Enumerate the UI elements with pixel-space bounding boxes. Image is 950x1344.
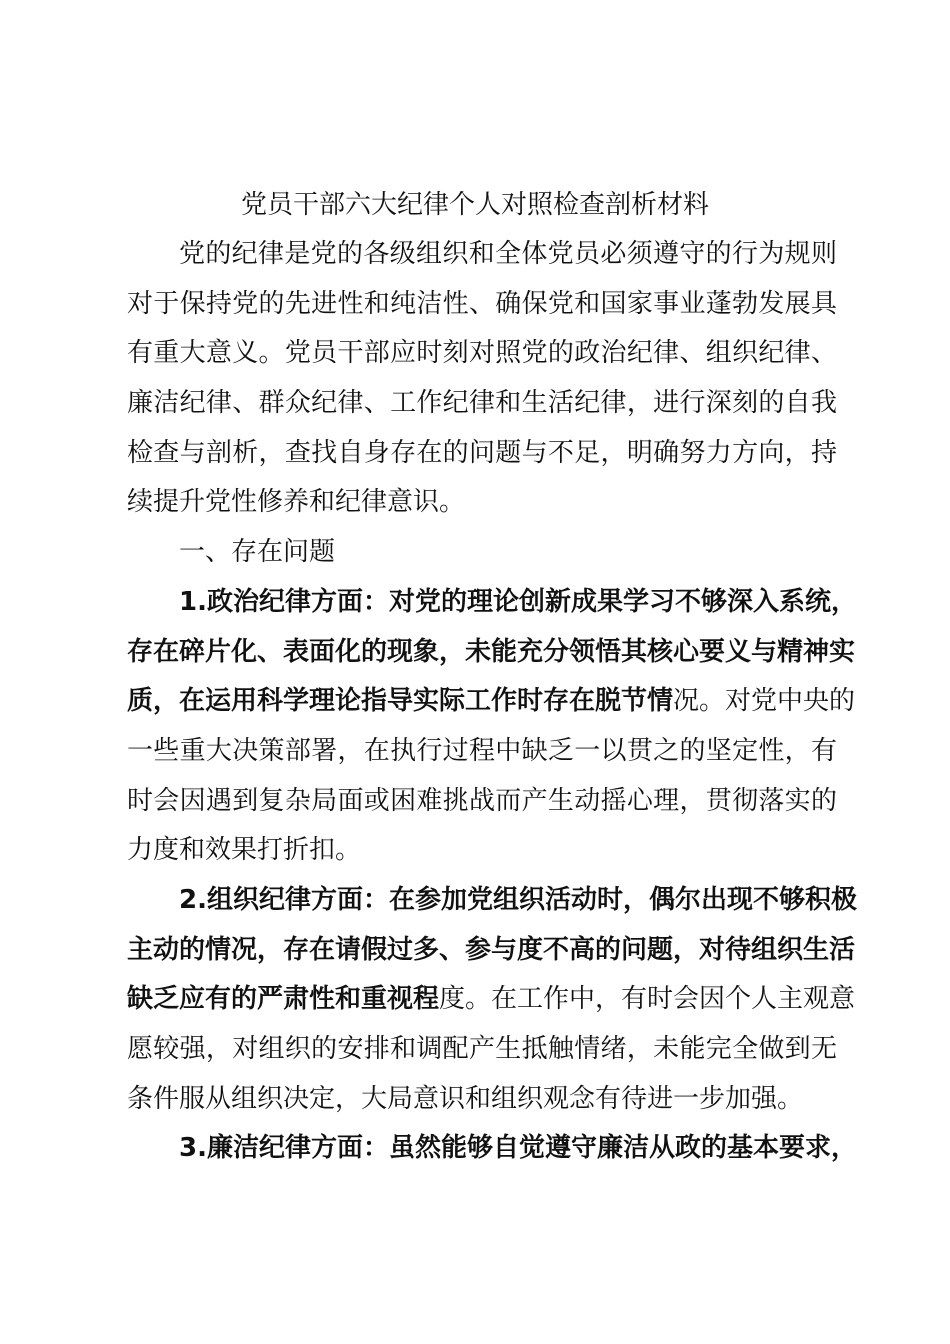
item-organizational-discipline (127, 876, 857, 1124)
text-line: 1.政治纪律方面：对党的理论创新成果学习不够深入系统， (179, 586, 857, 617)
text-line: 一些重大决策部署，在执行过程中缺乏一以贯之的坚定性，有 (127, 735, 837, 766)
text-line: 条件服从组织决定，大局意识和组织观念有待进一步加强。 (127, 1083, 804, 1114)
text-line: 有重大意义。党员干部应时刻对照党的政治纪律、组织纪律、 (127, 338, 837, 369)
text-line: 对于保持党的先进性和纯洁性、确保党和国家事业蓬勃发展具 (127, 288, 837, 319)
text-line: 2.组织纪律方面：在参加党组织活动时，偶尔出现不够积极 (179, 884, 857, 915)
text-line: 党的纪律是党的各级组织和全体党员必须遵守的行为规则 (179, 239, 837, 269)
text-line: 力度和效果打折扣。 (127, 835, 362, 866)
text-line: 主动的情况，存在请假过多、参与度不高的问题，对待组织生活 (127, 934, 856, 965)
document-title: 党员干部六大纪律个人对照检查剖析材料 (240, 190, 709, 220)
bold-run: 缺乏应有的严肃性和重视程 (127, 984, 440, 1015)
normal-run: 况。对党中央的 (673, 686, 856, 717)
normal-run: 度。在工作中，有时会因个人主观意 (439, 984, 856, 1015)
item-political-discipline (127, 578, 857, 876)
text-line: 续提升党性修养和纪律意识。 (127, 487, 466, 518)
text-line: 3.廉洁纪律方面：虽然能够自觉遵守廉洁从政的基本要求， (179, 1133, 857, 1164)
intro-paragraph (127, 230, 837, 528)
text-line: 时会因遇到复杂局面或困难挑战而产生动摇心理，贯彻落实的 (127, 785, 837, 816)
document-body (127, 230, 857, 1174)
item-integrity-discipline (127, 1124, 857, 1174)
text-line (127, 975, 856, 1025)
text-line: 存在碎片化、表面化的现象，未能充分领悟其核心要义与精神实 (127, 636, 856, 667)
text-line: 廉洁纪律、群众纪律、工作纪律和生活纪律，进行深刻的自我 (127, 388, 837, 419)
section-heading: 一、存在问题 (179, 537, 336, 568)
text-line: 愿较强，对组织的安排和调配产生抵触情绪，未能完全做到无 (127, 1034, 837, 1064)
text-line: 检查与剖析，查找自身存在的问题与不足，明确努力方向，持 (127, 437, 837, 468)
text-line (127, 677, 856, 727)
bold-run: 质，在运用科学理论指导实际工作时存在脱节情 (127, 686, 674, 717)
